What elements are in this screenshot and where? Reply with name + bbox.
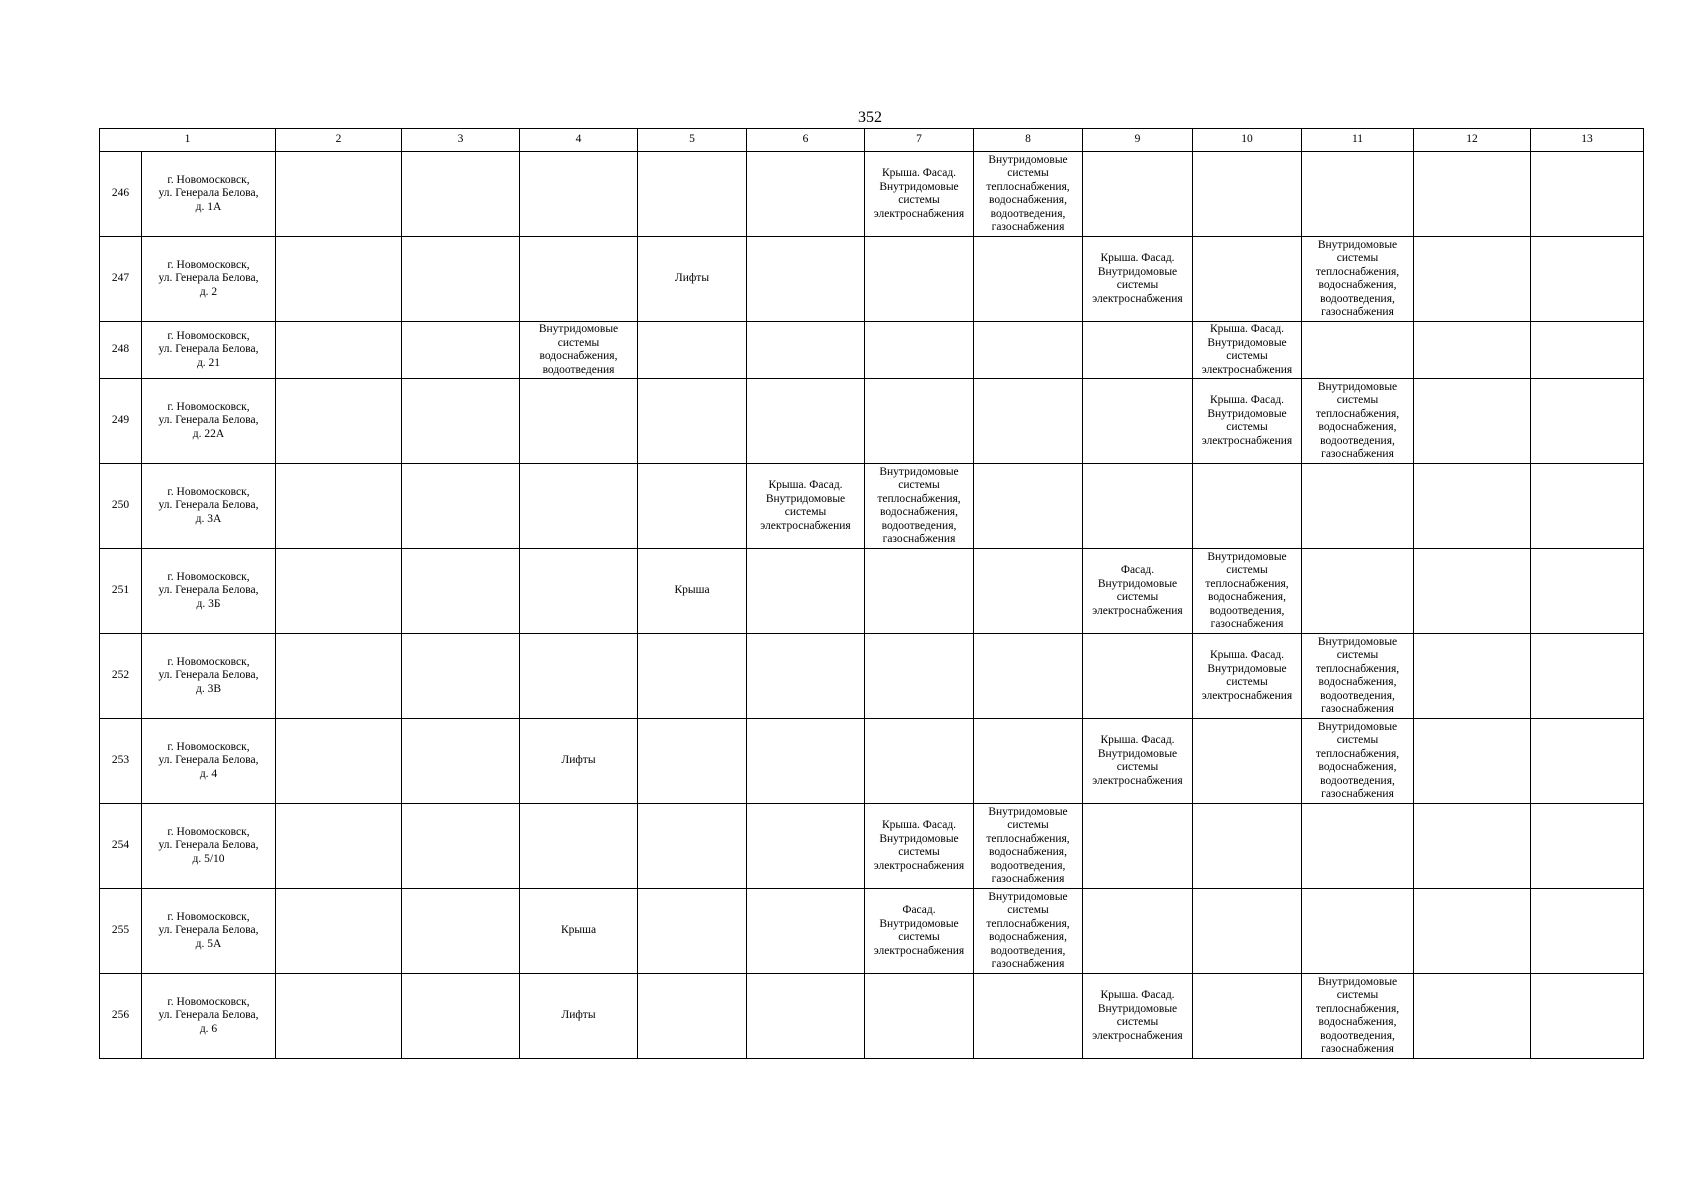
work-cell <box>402 322 520 379</box>
column-number-header: 3 <box>402 129 520 152</box>
work-cell <box>276 322 402 379</box>
column-number-header: 2 <box>276 129 402 152</box>
work-cell <box>520 379 638 464</box>
work-cell <box>865 237 974 322</box>
column-number-header: 13 <box>1531 129 1644 152</box>
column-number-header: 4 <box>520 129 638 152</box>
work-cell <box>1531 719 1644 804</box>
work-cell <box>1414 322 1531 379</box>
work-cell <box>974 549 1083 634</box>
work-cell <box>1302 322 1414 379</box>
table-row <box>100 804 1644 889</box>
work-cell: Лифты <box>638 237 747 322</box>
work-cell <box>402 804 520 889</box>
column-number-header: 1 <box>100 129 276 152</box>
work-cell <box>520 152 638 237</box>
work-cell <box>1302 152 1414 237</box>
work-cell <box>1414 152 1531 237</box>
work-cell <box>1531 322 1644 379</box>
work-cell <box>638 889 747 974</box>
work-cell <box>1083 804 1193 889</box>
work-cell <box>974 379 1083 464</box>
row-number-cell: 253 <box>100 719 142 804</box>
work-cell <box>974 719 1083 804</box>
work-cell <box>974 237 1083 322</box>
work-cell: Внутридомовые системы теплоснабжения, водоснабжения, водоотведения, газоснабжения <box>1302 974 1414 1059</box>
address-cell: г. Новомосковск, ул. Генерала Белова, д. 5/10 <box>142 804 276 889</box>
work-cell: Фасад. Внутридомовые системы электроснабжения <box>865 889 974 974</box>
work-cell <box>1414 634 1531 719</box>
work-cell <box>1193 804 1302 889</box>
work-cell: Внутридомовые системы теплоснабжения, водоснабжения, водоотведения, газоснабжения <box>1302 237 1414 322</box>
work-cell <box>1083 322 1193 379</box>
work-cell <box>638 152 747 237</box>
work-cell <box>276 719 402 804</box>
work-cell <box>1531 464 1644 549</box>
work-cell <box>1193 889 1302 974</box>
work-cell <box>402 889 520 974</box>
address-cell: г. Новомосковск, ул. Генерала Белова, д. 6 <box>142 974 276 1059</box>
work-cell <box>402 634 520 719</box>
work-cell <box>1083 889 1193 974</box>
row-number-cell: 256 <box>100 974 142 1059</box>
table-row <box>100 634 1644 719</box>
work-cell <box>865 379 974 464</box>
work-cell: Внутридомовые системы теплоснабжения, водоснабжения, водоотведения, газоснабжения <box>1302 634 1414 719</box>
column-number-header: 10 <box>1193 129 1302 152</box>
row-number-cell: 249 <box>100 379 142 464</box>
work-cell <box>1414 464 1531 549</box>
work-cell <box>865 549 974 634</box>
work-cell <box>747 549 865 634</box>
work-cell <box>747 152 865 237</box>
work-cell <box>1193 464 1302 549</box>
column-number-header: 11 <box>1302 129 1414 152</box>
work-cell <box>638 719 747 804</box>
work-cell: Крыша. Фасад. Внутридомовые системы электроснабжения <box>1083 974 1193 1059</box>
work-cell: Фасад. Внутридомовые системы электроснабжения <box>1083 549 1193 634</box>
work-cell <box>276 889 402 974</box>
address-cell: г. Новомосковск, ул. Генерала Белова, д. 5А <box>142 889 276 974</box>
work-cell <box>1531 152 1644 237</box>
work-cell <box>747 237 865 322</box>
column-number-header: 12 <box>1414 129 1531 152</box>
work-cell: Крыша <box>520 889 638 974</box>
work-cell <box>276 974 402 1059</box>
work-cell <box>747 974 865 1059</box>
row-number-cell: 248 <box>100 322 142 379</box>
work-cell: Лифты <box>520 719 638 804</box>
work-cell <box>1193 974 1302 1059</box>
work-cell <box>276 634 402 719</box>
work-cell: Внутридомовые системы теплоснабжения, водоснабжения, водоотведения, газоснабжения <box>974 889 1083 974</box>
column-number-header: 8 <box>974 129 1083 152</box>
work-cell: Крыша <box>638 549 747 634</box>
work-cell: Лифты <box>520 974 638 1059</box>
table-row <box>100 379 1644 464</box>
work-cell <box>1083 379 1193 464</box>
work-cell <box>747 719 865 804</box>
work-cell <box>1531 237 1644 322</box>
work-cell: Крыша. Фасад. Внутридомовые системы электроснабжения <box>747 464 865 549</box>
address-cell: г. Новомосковск, ул. Генерала Белова, д. 4 <box>142 719 276 804</box>
table-row <box>100 974 1644 1059</box>
work-cell <box>520 237 638 322</box>
work-cell <box>1414 237 1531 322</box>
work-cell <box>276 237 402 322</box>
address-cell: г. Новомосковск, ул. Генерала Белова, д. 3А <box>142 464 276 549</box>
column-number-header: 6 <box>747 129 865 152</box>
work-cell <box>1414 804 1531 889</box>
address-cell: г. Новомосковск, ул. Генерала Белова, д. 3В <box>142 634 276 719</box>
work-cell <box>638 804 747 889</box>
work-cell <box>974 322 1083 379</box>
work-cell <box>1531 549 1644 634</box>
work-cell <box>865 719 974 804</box>
work-cell: Внутридомовые системы теплоснабжения, водоснабжения, водоотведения, газоснабжения <box>1302 719 1414 804</box>
work-cell: Внутридомовые системы водоснабжения, водоотведения <box>520 322 638 379</box>
work-cell <box>402 237 520 322</box>
row-number-cell: 250 <box>100 464 142 549</box>
work-cell <box>638 322 747 379</box>
work-cell <box>974 634 1083 719</box>
work-cell <box>747 634 865 719</box>
work-cell <box>520 464 638 549</box>
row-number-cell: 254 <box>100 804 142 889</box>
work-cell <box>1414 719 1531 804</box>
work-cell <box>747 379 865 464</box>
work-cell <box>1302 889 1414 974</box>
table-row <box>100 237 1644 322</box>
column-number-header: 5 <box>638 129 747 152</box>
work-cell <box>1531 974 1644 1059</box>
work-cell <box>1414 889 1531 974</box>
work-cell: Внутридомовые системы теплоснабжения, водоснабжения, водоотведения, газоснабжения <box>1193 549 1302 634</box>
page-number: 352 <box>858 109 882 126</box>
address-cell: г. Новомосковск, ул. Генерала Белова, д. 21 <box>142 322 276 379</box>
work-cell: Внутридомовые системы теплоснабжения, водоснабжения, водоотведения, газоснабжения <box>974 152 1083 237</box>
work-cell <box>1193 152 1302 237</box>
address-cell: г. Новомосковск, ул. Генерала Белова, д. 3Б <box>142 549 276 634</box>
work-cell <box>747 322 865 379</box>
repair-schedule-table <box>99 128 1644 1059</box>
work-cell: Крыша. Фасад. Внутридомовые системы электроснабжения <box>1083 237 1193 322</box>
work-cell <box>520 549 638 634</box>
work-cell <box>747 889 865 974</box>
work-cell <box>1302 549 1414 634</box>
row-number-cell: 255 <box>100 889 142 974</box>
work-cell <box>276 549 402 634</box>
work-cell <box>638 464 747 549</box>
column-number-header-row <box>100 129 1644 152</box>
address-cell: г. Новомосковск, ул. Генерала Белова, д. 22А <box>142 379 276 464</box>
work-cell <box>1083 152 1193 237</box>
column-number-header: 9 <box>1083 129 1193 152</box>
work-cell <box>276 804 402 889</box>
work-cell: Внутридомовые системы теплоснабжения, водоснабжения, водоотведения, газоснабжения <box>974 804 1083 889</box>
work-cell <box>402 152 520 237</box>
table-row <box>100 719 1644 804</box>
work-cell <box>1083 634 1193 719</box>
work-cell <box>638 974 747 1059</box>
table-row <box>100 549 1644 634</box>
work-cell <box>1193 719 1302 804</box>
work-cell <box>1083 464 1193 549</box>
work-cell <box>276 379 402 464</box>
work-cell: Крыша. Фасад. Внутридомовые системы электроснабжения <box>1083 719 1193 804</box>
work-cell <box>520 634 638 719</box>
row-number-cell: 252 <box>100 634 142 719</box>
work-cell <box>1414 549 1531 634</box>
work-cell <box>974 974 1083 1059</box>
work-cell <box>402 379 520 464</box>
work-cell <box>638 379 747 464</box>
work-cell <box>402 549 520 634</box>
work-cell: Внутридомовые системы теплоснабжения, водоснабжения, водоотведения, газоснабжения <box>865 464 974 549</box>
work-cell <box>1302 804 1414 889</box>
work-cell: Крыша. Фасад. Внутридомовые системы электроснабжения <box>1193 379 1302 464</box>
work-cell <box>1414 974 1531 1059</box>
work-cell <box>974 464 1083 549</box>
work-cell <box>1193 237 1302 322</box>
work-cell: Внутридомовые системы теплоснабжения, водоснабжения, водоотведения, газоснабжения <box>1302 379 1414 464</box>
work-cell <box>865 634 974 719</box>
work-cell <box>747 804 865 889</box>
address-cell: г. Новомосковск, ул. Генерала Белова, д. 2 <box>142 237 276 322</box>
row-number-cell: 246 <box>100 152 142 237</box>
address-cell: г. Новомосковск, ул. Генерала Белова, д. 1А <box>142 152 276 237</box>
column-number-header: 7 <box>865 129 974 152</box>
table-row <box>100 152 1644 237</box>
work-cell <box>276 152 402 237</box>
work-cell <box>1531 379 1644 464</box>
row-number-cell: 251 <box>100 549 142 634</box>
work-cell: Крыша. Фасад. Внутридомовые системы электроснабжения <box>865 152 974 237</box>
work-cell <box>1531 634 1644 719</box>
work-cell <box>865 974 974 1059</box>
work-cell <box>1414 379 1531 464</box>
work-cell <box>1531 889 1644 974</box>
work-cell: Крыша. Фасад. Внутридомовые системы электроснабжения <box>1193 322 1302 379</box>
work-cell <box>402 464 520 549</box>
table-row <box>100 464 1644 549</box>
work-cell <box>402 974 520 1059</box>
row-number-cell: 247 <box>100 237 142 322</box>
work-cell: Крыша. Фасад. Внутридомовые системы электроснабжения <box>1193 634 1302 719</box>
table-row <box>100 889 1644 974</box>
work-cell: Крыша. Фасад. Внутридомовые системы электроснабжения <box>865 804 974 889</box>
work-cell <box>520 804 638 889</box>
work-cell <box>1302 464 1414 549</box>
work-cell <box>1531 804 1644 889</box>
work-cell <box>276 464 402 549</box>
work-cell <box>865 322 974 379</box>
table-row <box>100 322 1644 379</box>
work-cell <box>402 719 520 804</box>
work-cell <box>638 634 747 719</box>
